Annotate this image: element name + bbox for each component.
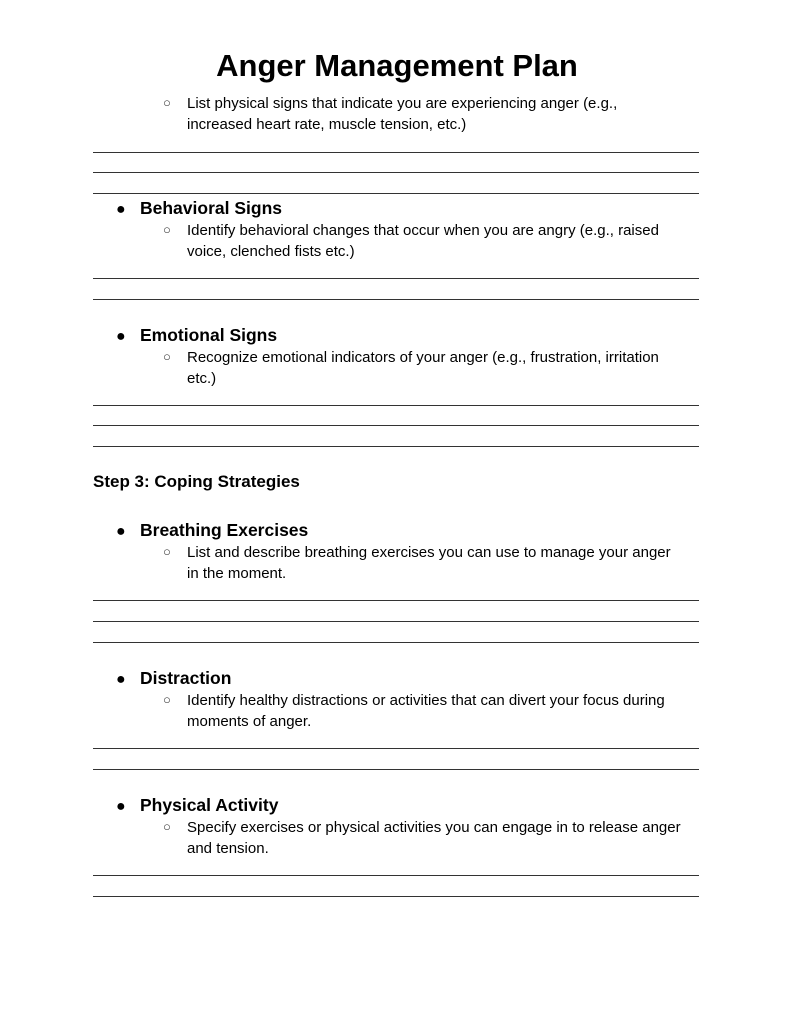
hollow-bullet-icon: ○: [163, 819, 171, 834]
distraction-instruction-line1: Identify healthy distractions or activities that can divert your focus during: [187, 692, 665, 709]
filled-bullet-icon: ●: [116, 798, 126, 815]
filled-bullet-icon: ●: [116, 523, 126, 540]
answer-line[interactable]: [93, 896, 699, 897]
page-title: Anger Management Plan: [216, 48, 578, 83]
distraction-instruction-line2: moments of anger.: [187, 713, 312, 730]
section-heading-distraction: [116, 667, 231, 691]
intro-instruction-line2: increased heart rate, muscle tension, etc.): [187, 116, 467, 133]
breathing-instruction-line1: List and describe breathing exercises you can use to manage your anger: [187, 544, 671, 561]
intro-instruction-line1: List physical signs that indicate you are experiencing anger (e.g.,: [187, 95, 618, 112]
emotional-instruction-line2: etc.): [187, 370, 217, 387]
hollow-bullet-icon: ○: [163, 222, 171, 237]
answer-line[interactable]: [93, 425, 699, 426]
answer-line[interactable]: [93, 748, 699, 749]
hollow-bullet-icon: ○: [163, 544, 171, 559]
behavioral-instruction-line1: Identify behavioral changes that occur when you are angry (e.g., raised: [187, 222, 659, 239]
physical-instruction-line2: and tension.: [187, 840, 269, 857]
breathing-instruction-line2: in the moment.: [187, 565, 287, 582]
answer-line[interactable]: [93, 769, 699, 770]
heading-text: Breathing Exercises: [140, 520, 309, 540]
filled-bullet-icon: ●: [116, 201, 126, 218]
heading-text: Physical Activity: [140, 795, 279, 815]
heading-text: Emotional Signs: [140, 325, 278, 345]
section-heading-emotional: [116, 324, 277, 348]
filled-bullet-icon: ●: [116, 671, 126, 688]
answer-line[interactable]: [93, 172, 699, 173]
hollow-bullet-icon: ○: [163, 95, 171, 110]
answer-line[interactable]: [93, 152, 699, 153]
answer-line[interactable]: [93, 278, 699, 279]
section-heading-physical-activity: [116, 794, 278, 818]
section-heading-behavioral: [116, 197, 282, 221]
answer-line[interactable]: [93, 446, 699, 447]
filled-bullet-icon: ●: [116, 328, 126, 345]
answer-line[interactable]: [93, 193, 699, 194]
section-heading-breathing: [116, 519, 308, 543]
answer-line[interactable]: [93, 600, 699, 601]
hollow-bullet-icon: ○: [163, 692, 171, 707]
answer-line[interactable]: [93, 875, 699, 876]
answer-line[interactable]: [93, 642, 699, 643]
physical-instruction-line1: Specify exercises or physical activities you can engage in to release anger: [187, 819, 681, 836]
hollow-bullet-icon: ○: [163, 349, 171, 364]
step-heading: Step 3: Coping Strategies: [93, 472, 300, 491]
heading-text: Distraction: [140, 668, 232, 688]
answer-line[interactable]: [93, 621, 699, 622]
behavioral-instruction-line2: voice, clenched fists etc.): [187, 243, 355, 260]
answer-line[interactable]: [93, 405, 699, 406]
answer-line[interactable]: [93, 299, 699, 300]
heading-text: Behavioral Signs: [140, 198, 282, 218]
emotional-instruction-line1: Recognize emotional indicators of your anger (e.g., frustration, irritation: [187, 349, 659, 366]
